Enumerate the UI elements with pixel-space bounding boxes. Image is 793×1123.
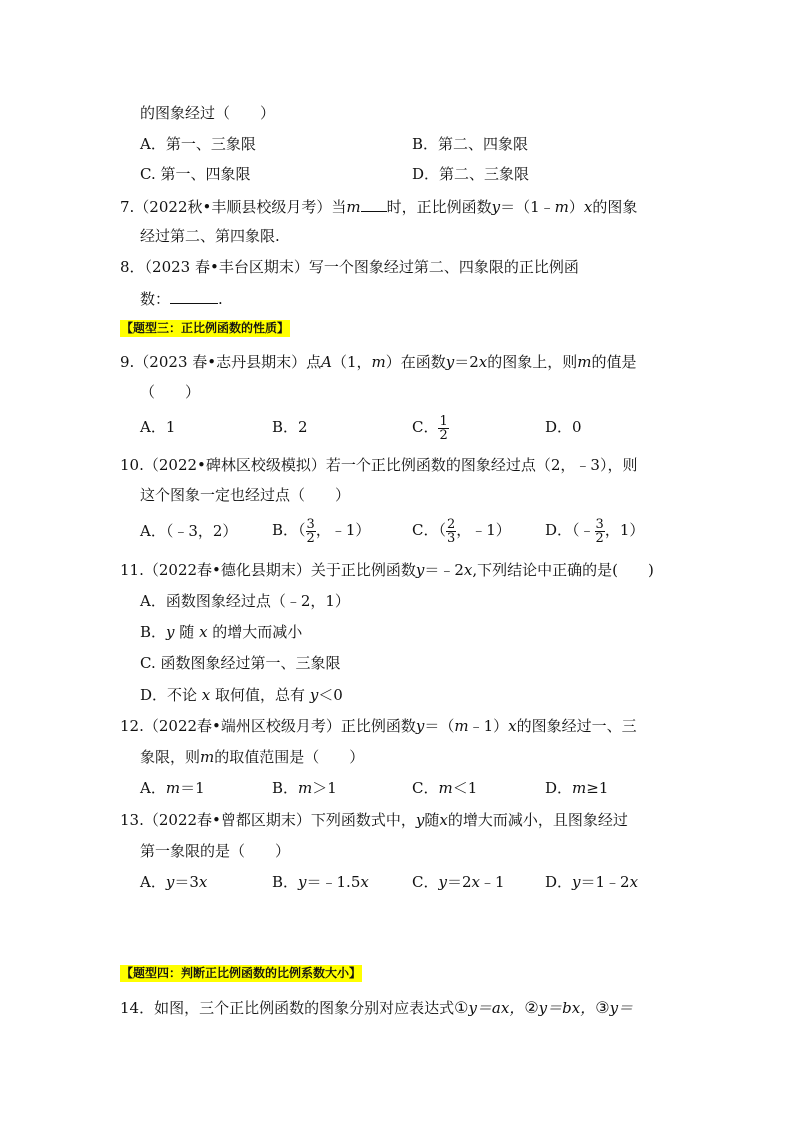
q12-line2: 象限，则m的取值范围是（ ） [140, 748, 365, 766]
q9-option-a: A．1 [140, 418, 176, 436]
q12-option-d: D．m≥1 [545, 779, 609, 797]
q13-option-b: B．y＝﹣1.5x [272, 873, 369, 891]
q10-line2: 这个图象一定也经过点（ ） [140, 486, 351, 504]
q10-option-c: C．（ $\frac{2}{3}$ ，﹣1） [412, 516, 511, 546]
q11-option-b: B．y 随 x 的增大而减小 [140, 623, 303, 641]
fraction: $\frac{3}{2}$ [595, 516, 604, 546]
q12-line1: 12.（2022春•端州区校级月考）正比例函数y＝（m﹣1）x的图象经过一、三 [120, 717, 637, 735]
q8-line2: 数： . [140, 287, 223, 310]
fraction: $\frac{3}{2}$ [306, 516, 315, 546]
q9-option-c: C． $\frac{1}{2}$ [412, 413, 448, 443]
q10-option-b: B．（ $\frac{3}{2}$ ，﹣1） [272, 516, 371, 546]
q11-option-c: C. 函数图象经过第一、三象限 [140, 654, 341, 672]
q11-option-a: A．函数图象经过点（﹣2，1） [140, 592, 350, 610]
q12-option-b: B．m＞1 [272, 779, 337, 797]
q6-option-d: D．第二、三象限 [412, 165, 530, 183]
q11-option-d: D．不论 x 取何值，总有 y＜0 [140, 686, 343, 704]
q13-line2: 第一象限的是（ ） [140, 842, 291, 860]
q13-option-a: A．y＝3x [140, 873, 208, 891]
q11-line1: 11.（2022春•德化县期末）关于正比例函数y＝﹣2x,下列结论中正确的是( ) [120, 561, 654, 579]
q10-line1: 10.（2022•碑林区校级模拟）若一个正比例函数的图象经过点（2，﹣3），则 [120, 456, 638, 474]
section-title-4: 【题型四：判断正比例函数的比例系数大小】 [121, 966, 362, 980]
fraction: $\frac{1}{2}$ [439, 413, 448, 443]
q9-option-d: D．0 [545, 418, 582, 436]
q6-option-c: C. 第一、四象限 [140, 165, 251, 183]
q9-line1: 9.（2023 春•志丹县期末）点A（1，m）在函数y＝2x的图象上，则m的值是 [120, 353, 637, 371]
q9-option-b: B．2 [272, 418, 308, 436]
fraction: $\frac{2}{3}$ [446, 516, 456, 546]
q13-line1: 13.（2022春•曾都区期末）下列函数式中，y随x的增大而减小，且图象经过 [120, 811, 628, 829]
q6-stem-end: 的图象经过（ ） [140, 104, 276, 122]
q12-option-c: C．m＜1 [412, 779, 478, 797]
q10-option-d: D．（﹣ $\frac{3}{2}$ ，1） [545, 516, 645, 546]
q14-line1: 14．如图，三个正比例函数的图象分别对应表达式①y＝ax，②y＝bx，③y＝ [120, 998, 634, 1017]
q7-line2: 经过第二、第四象限. [140, 227, 280, 245]
q13-option-c: C．y＝2x﹣1 [412, 873, 505, 891]
q10-option-a: A．（﹣3，2） [140, 522, 238, 540]
q12-option-a: A．m＝1 [140, 779, 205, 797]
q8-line1: 8．（2023 春•丰台区期末）写一个图象经过第二、四象限的正比例函 [120, 258, 579, 276]
q9-line2: （ ） [140, 383, 201, 401]
q6-option-a: A．第一、三象限 [140, 135, 256, 153]
q6-option-b: B．第二、四象限 [412, 135, 529, 153]
section-title-3: 【题型三：正比例函数的性质】 [121, 321, 290, 335]
q13-option-d: D．y＝1﹣2x [545, 873, 639, 891]
q7-line1: 7.（2022秋•丰顺县校级月考）当m 时，正比例函数y＝（1﹣m）x的图象 [120, 195, 637, 218]
